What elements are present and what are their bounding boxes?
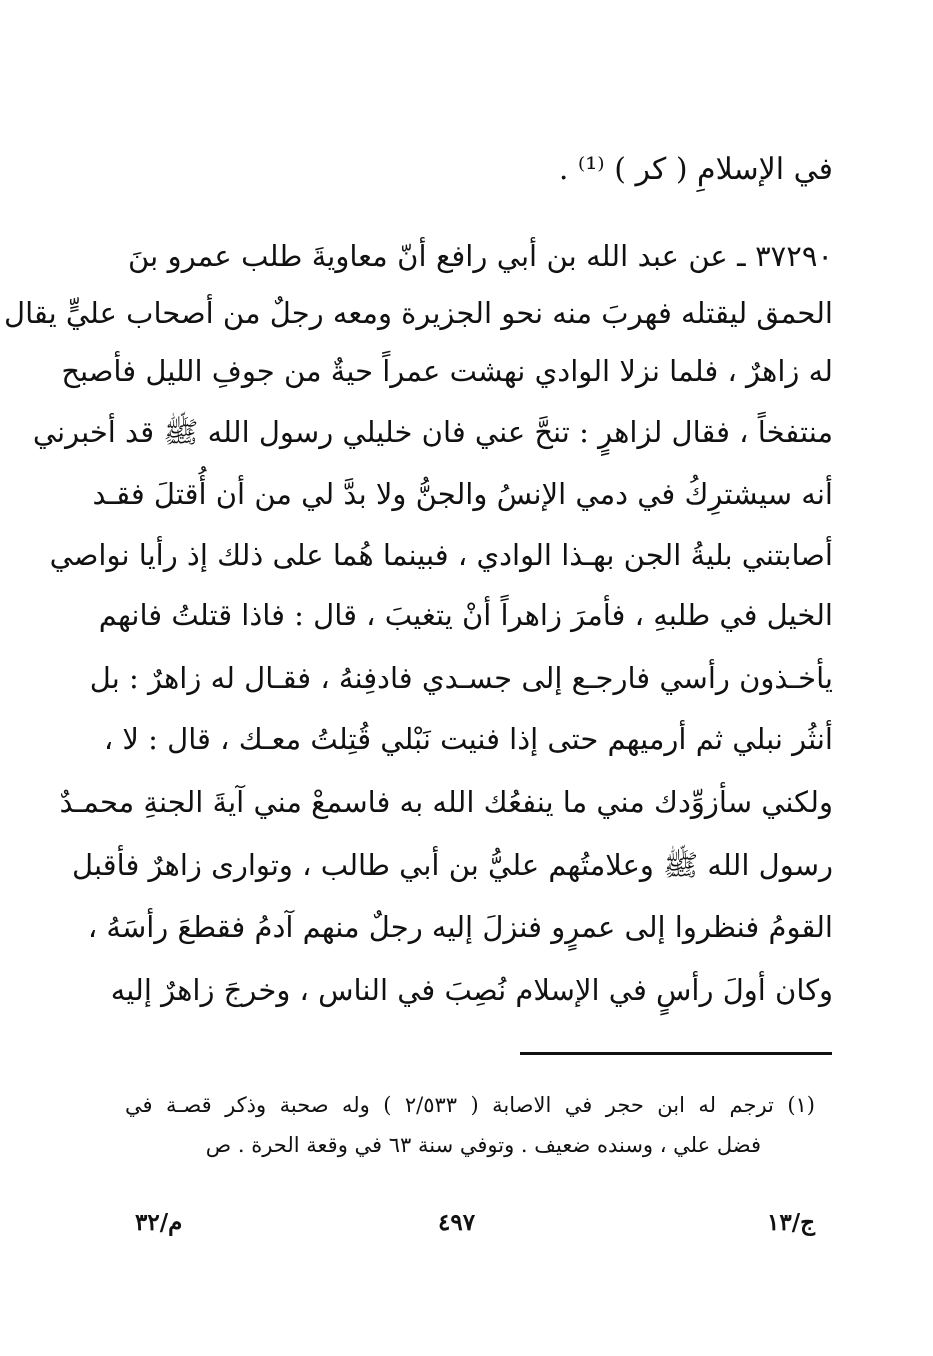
- body-line-8: يأخـذون رأسي فارجـع إلى جسـدي فادفِنهُ ، فقـال له زاهرٌ : بل: [89, 661, 833, 695]
- body-line-3: له زاهرٌ ، فلما نزلا الوادي نهشت عمراً حيةٌ من جوفِ الليل فأصبح: [61, 354, 833, 388]
- footnote-line-2: فضل علي ، وسنده ضعيف . وتوفي سنة ٦٣ في وقعة الحرة . ص: [205, 1133, 761, 1157]
- body-line-7: الخيل في طلبهِ ، فأمرَ زاهراً أنْ يتغيبَ ، قال : فاذا قتلتُ فانهم: [98, 598, 833, 632]
- body-line-12: القومُ فنظروا إلى عمرٍو فنزلَ إليه رجلٌ منهم آدمُ فقطعَ رأسَهُ ،: [87, 910, 833, 944]
- footnote-separator: [520, 1052, 832, 1055]
- body-line-11: رسول الله ﷺ وعلامتُهم عليُّ بن أبي طالب ، وتوارى زاهرٌ فأقبل: [72, 848, 833, 882]
- body-line-9: أنثُر نبلي ثم أرميهم حتى إذا فنيت نَبْلي قُتِلتُ معـك ، قال : لا ،: [103, 722, 833, 756]
- body-line-10: ولكني سأزوِّدك مني ما ينفعُك الله به فاسمعْ مني آيةَ الجنةِ محمـدٌ: [59, 785, 833, 819]
- volume-marker: ج/١٣: [767, 1209, 815, 1236]
- body-line-13: وكان أولَ رأسٍ في الإسلام نُصِبَ في الناس ، وخرجَ زاهرٌ إليه: [110, 973, 833, 1007]
- heading-line: في الإسلامِ ( كر ) ⁽¹⁾ .: [558, 152, 833, 187]
- body-line-4: منتفخاً ، فقال لزاهرٍ : تنحَّ عني فان خليلي رسول الله ﷺ قد أخبرني: [32, 415, 833, 449]
- body-line-5: أنه سيشترِكُ في دمي الإنسُ والجنُّ ولا بدَّ لي من أن أُقتلَ فقـد: [92, 477, 833, 511]
- body-line-2: الحمق ليقتله فهربَ منه نحو الجزيرة ومعه رجلٌ من أصحاب عليٍّ يقال: [4, 296, 833, 330]
- body-line-6: أصابتني بليةُ الجن بهـذا الوادي ، فبينما هُما على ذلك إذ رأيا نواصي: [49, 538, 833, 572]
- body-line-1: ٣٧٢٩٠ ـ عن عبد الله بن أبي رافع أنّ معاويةَ طلب عمرو بنَ: [128, 239, 833, 273]
- footnote-line-1: (١) ترجم له ابن حجر في الاصابة ( ٢/٥٣٣ ) وله صحبة وذكر قصـة في: [125, 1093, 815, 1117]
- sheet-marker: م/٣٢: [135, 1209, 183, 1236]
- page-number: ٤٩٧: [438, 1209, 476, 1236]
